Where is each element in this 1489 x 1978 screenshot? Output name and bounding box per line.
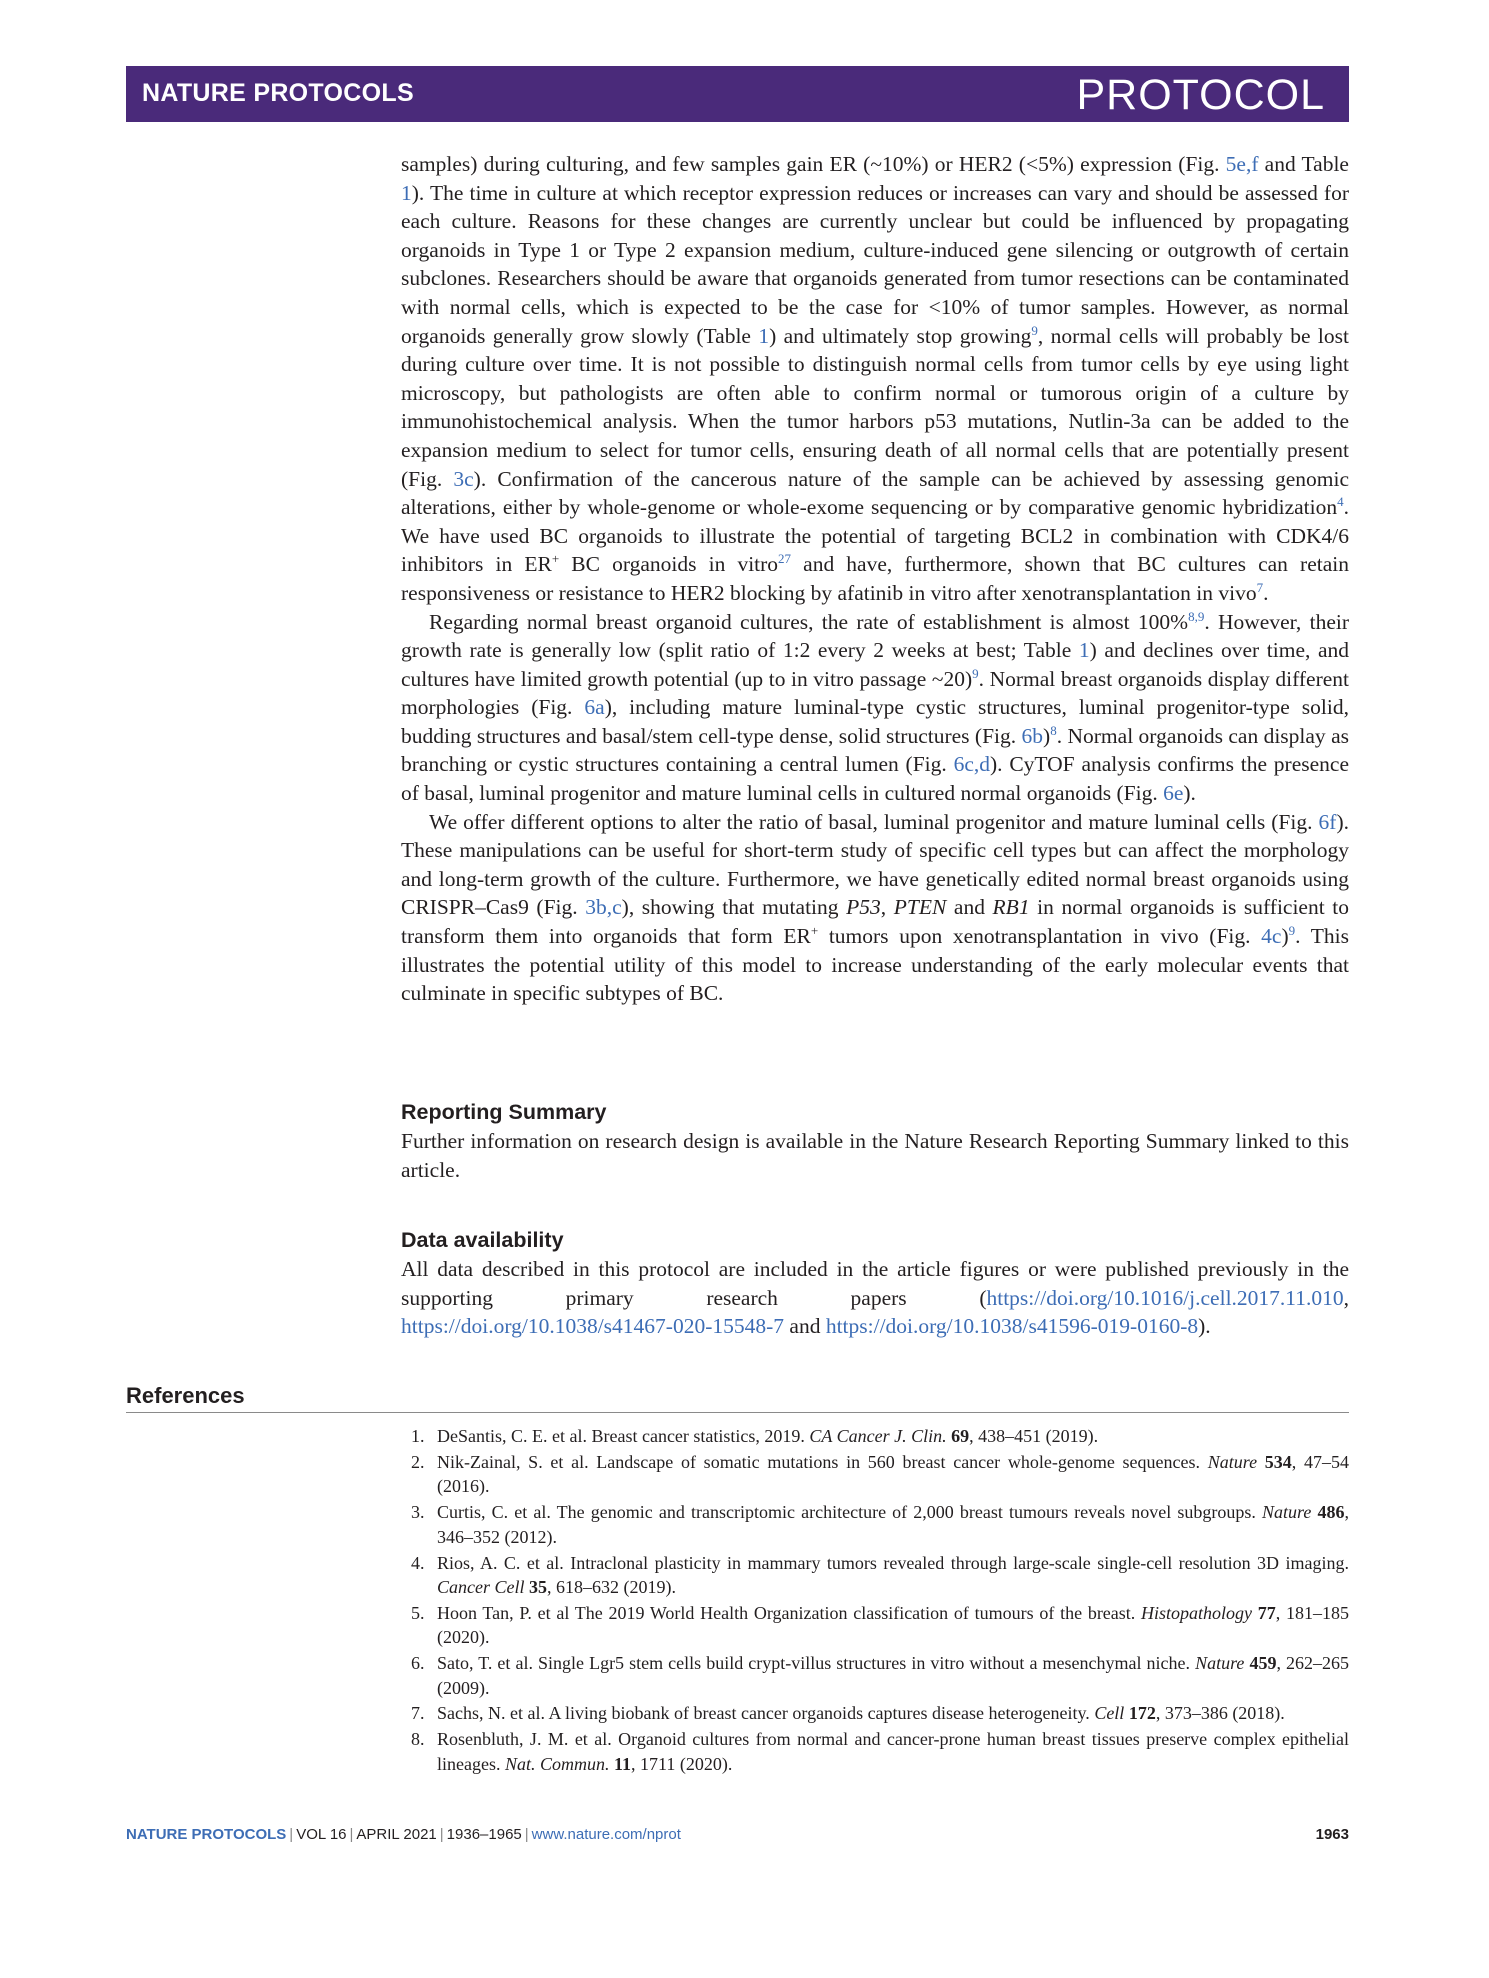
inline-link[interactable]: 6e <box>1163 781 1184 806</box>
citation-link[interactable]: 9 <box>1031 322 1038 338</box>
reference-item <box>401 1701 1349 1725</box>
inline-link[interactable]: 5e,f <box>1225 152 1259 176</box>
inline-link[interactable]: 3b,c <box>585 895 622 920</box>
inline-link[interactable]: https://doi.org/10.1038/s41596-019-0160-8 <box>825 1314 1199 1339</box>
superscript: + <box>551 551 560 567</box>
inline-link[interactable]: 1 <box>1078 638 1090 663</box>
reference-number: 5. <box>411 1602 425 1623</box>
references-heading: References <box>126 1383 245 1408</box>
reference-number: 4. <box>411 1552 425 1573</box>
citation-link[interactable]: 27 <box>778 551 792 567</box>
citation-link[interactable]: 9 <box>972 665 979 681</box>
reference-number: 7. <box>411 1703 425 1724</box>
footer-url-link[interactable]: www.nature.com/nprot <box>531 1826 681 1843</box>
inline-link[interactable]: 6f <box>1318 809 1337 834</box>
footer-separator: | <box>349 1826 354 1843</box>
header-banner <box>126 66 1349 122</box>
footer-separator: | <box>289 1826 294 1843</box>
inline-link[interactable]: 6a <box>584 695 605 720</box>
inline-link[interactable]: https://doi.org/10.1016/j.cell.2017.11.010 <box>986 1285 1344 1310</box>
reference-number: 6. <box>411 1653 425 1674</box>
citation-link[interactable]: 9 <box>1288 922 1296 938</box>
inline-link[interactable]: 6b <box>1021 723 1044 748</box>
reference-item <box>401 1651 1349 1700</box>
footer-date: APRIL 2021 <box>356 1826 437 1843</box>
reference-number: 8. <box>411 1729 425 1750</box>
reporting-summary-text: Further information on research design is available in the Nature Research Reporting Summary linked to this article. <box>401 1129 1349 1182</box>
inline-link[interactable]: 3c <box>453 466 474 491</box>
reference-text: Rios, A. C. et al. Intraclonal plasticity in mammary tumors revealed through large-scale single-cell resolution 3D imaging. Cancer Cell 35, 618–632 (2019). <box>437 1552 1349 1597</box>
journal-name: NATURE PROTOCOLS <box>142 79 414 107</box>
data-availability-text: All data described in this protocol are included in the article figures or were published previously in the supporting primary research papers (https://doi.org/10.1016/j.cell.2017.11.010, https://doi.org/10.1038/s41467-020-15548-7 and https://doi.org/10.1038/s41596-019-0160-8). <box>401 1257 1349 1339</box>
reference-item <box>401 1424 1349 1448</box>
inline-link[interactable]: https://doi.org/10.1038/s41467-020-15548-7 <box>401 1314 785 1339</box>
footer-journal: NATURE PROTOCOLS <box>126 1826 287 1843</box>
inline-link[interactable]: 6c,d <box>953 752 990 777</box>
body-text <box>401 150 1349 1008</box>
citation-link[interactable]: 7 <box>1256 579 1264 595</box>
article-type: PROTOCOL <box>1076 71 1325 119</box>
paragraph: Regarding normal breast organoid cultures, the rate of establishment is almost 100%$^{8,9}$. However, their growth rate is generally low (split ratio of 1:2 every 2 weeks at best; Table 1) and declines over time, and cultures have limited growth potential (up to in vitro passage ~20)$^9$. Normal breast organoids display different morphologies (Fig. 6a), including mature luminal-type cystic structures, luminal progenitor-type solid, budding structures and basal/stem cell-type dense, solid structures (Fig. 6b)$^8$. Normal organoids can display as branching or cystic structures containing a central lumen (Fig. 6c,d). CyTOF analysis confirms the presence of basal, luminal progenitor and mature luminal cells in cultured normal organoids (Fig. 6e). <box>401 608 1350 806</box>
reference-item <box>401 1500 1349 1549</box>
reference-item <box>401 1450 1349 1499</box>
citation-link[interactable]: 8,9 <box>1188 608 1205 624</box>
reference-text: Curtis, C. et al. The genomic and transcriptomic architecture of 2,000 breast tumours reveals novel subgroups. Nature 486, 346–352 (2012). <box>437 1502 1350 1547</box>
reference-text: Rosenbluth, J. M. et al. Organoid cultures from normal and cancer-prone human breast tissues preserve complex epithelial lineages. Nat. Commun. 11, 1711 (2020). <box>437 1729 1349 1774</box>
reference-text: Sachs, N. et al. A living biobank of breast cancer organoids captures disease heterogeneity. Cell 172, 373–386 (2018). <box>437 1703 1285 1724</box>
reference-number: 1. <box>411 1426 425 1446</box>
reference-number: 2. <box>411 1451 425 1472</box>
reference-text: Nik-Zainal, S. et al. Landscape of somatic mutations in 560 breast cancer whole-genome sequences. Nature 534, 47–54 (2016). <box>437 1451 1350 1497</box>
references-divider <box>126 1412 1349 1413</box>
footer-volume: VOL 16 <box>296 1826 347 1843</box>
superscript: + <box>810 922 819 938</box>
page-footer <box>126 1826 681 1843</box>
references-list <box>401 1424 1349 1778</box>
reporting-summary-heading: Reporting Summary <box>401 1100 607 1124</box>
reference-text: Sato, T. et al. Single Lgr5 stem cells build crypt-villus structures in vitro without a mesenchymal niche. Nature 459, 262–265 (2009). <box>437 1653 1350 1698</box>
reference-text: DeSantis, C. E. et al. Breast cancer statistics, 2019. CA Cancer J. Clin. 69, 438–451 (2019). <box>437 1426 1099 1446</box>
reference-item <box>401 1551 1349 1600</box>
inline-link[interactable]: 1 <box>401 180 412 205</box>
citation-link[interactable]: 8 <box>1050 722 1057 738</box>
footer-separator: | <box>524 1826 529 1843</box>
footer-separator: | <box>439 1826 444 1843</box>
page-number: 1963 <box>1315 1826 1349 1843</box>
reference-item <box>401 1601 1349 1650</box>
paragraph: We offer different options to alter the ratio of basal, luminal progenitor and mature luminal cells (Fig. 6f). These manipulations can be useful for short-term study of specific cell types but can affect the morphology and long-term growth of the culture. Furthermore, we have genetically edited normal breast organoids using CRISPR–Cas9 (Fig. 3b,c), showing that mutating P53, PTEN and RB1 in normal organoids is sufficient to transform them into organoids that form ER+ tumors upon xenotransplantation in vivo (Fig. 4c)$^9$. This illustrates the potential utility of this model to increase understanding of the early molecular events that culminate in specific subtypes of BC. <box>401 809 1350 1006</box>
citation-link[interactable]: 4 <box>1337 493 1344 509</box>
inline-link[interactable]: 4c <box>1261 924 1282 949</box>
reference-text: Hoon Tan, P. et al The 2019 World Health Organization classification of tumours of the breast. Histopathology 77, 181–185 (2020). <box>437 1602 1349 1648</box>
paragraph: samples) during culturing, and few samples gain ER (~10%) or HER2 (<5%) expression (Fig. 5e,f and Table 1). The time in culture at which receptor expression reduces or increases can vary and should be assessed for each culture. Reasons for these changes are currently unclear but could be influenced by propagating organoids in Type 1 or Type 2 expansion medium, culture-induced gene silencing or outgrowth of certain subclones. Researchers should be aware that organoids generated from tumor resections can be contaminated with normal cells, which is expected to be the case for <10% of tumor samples. However, as normal organoids generally grow slowly (Table 1) and ultimately stop growing$^9$, normal cells will probably be lost during culture over time. It is not possible to distinguish normal cells from tumor cells by eye using light microscopy, but pathologists are often able to confirm normal or tumorous origin of a culture by immunohistochemical analysis. When the tumor harbors p53 mutations, Nutlin-3a can be added to the expansion medium to select for tumor cells, ensuring death of all normal cells that are potentially present (Fig. 3c). Confirmation of the cancerous nature of the sample can be achieved by assessing genomic alterations, either by whole-genome or whole-exome sequencing or by comparative genomic hybridization$^4$. We have used BC organoids to illustrate the potential of targeting BCL2 in combination with CDK4/6 inhibitors in ER+ BC organoids in vitro$^{27}$ and have, furthermore, shown that BC cultures can retain responsiveness or resistance to HER2 blocking by afatinib in vitro after xenotransplantation in vivo$^7$. <box>401 152 1349 605</box>
footer-pages: 1936–1965 <box>446 1826 522 1843</box>
inline-link[interactable]: 1 <box>758 323 770 348</box>
reference-number: 3. <box>411 1502 425 1523</box>
reference-item <box>401 1727 1349 1776</box>
data-availability-heading: Data availability <box>401 1228 564 1252</box>
